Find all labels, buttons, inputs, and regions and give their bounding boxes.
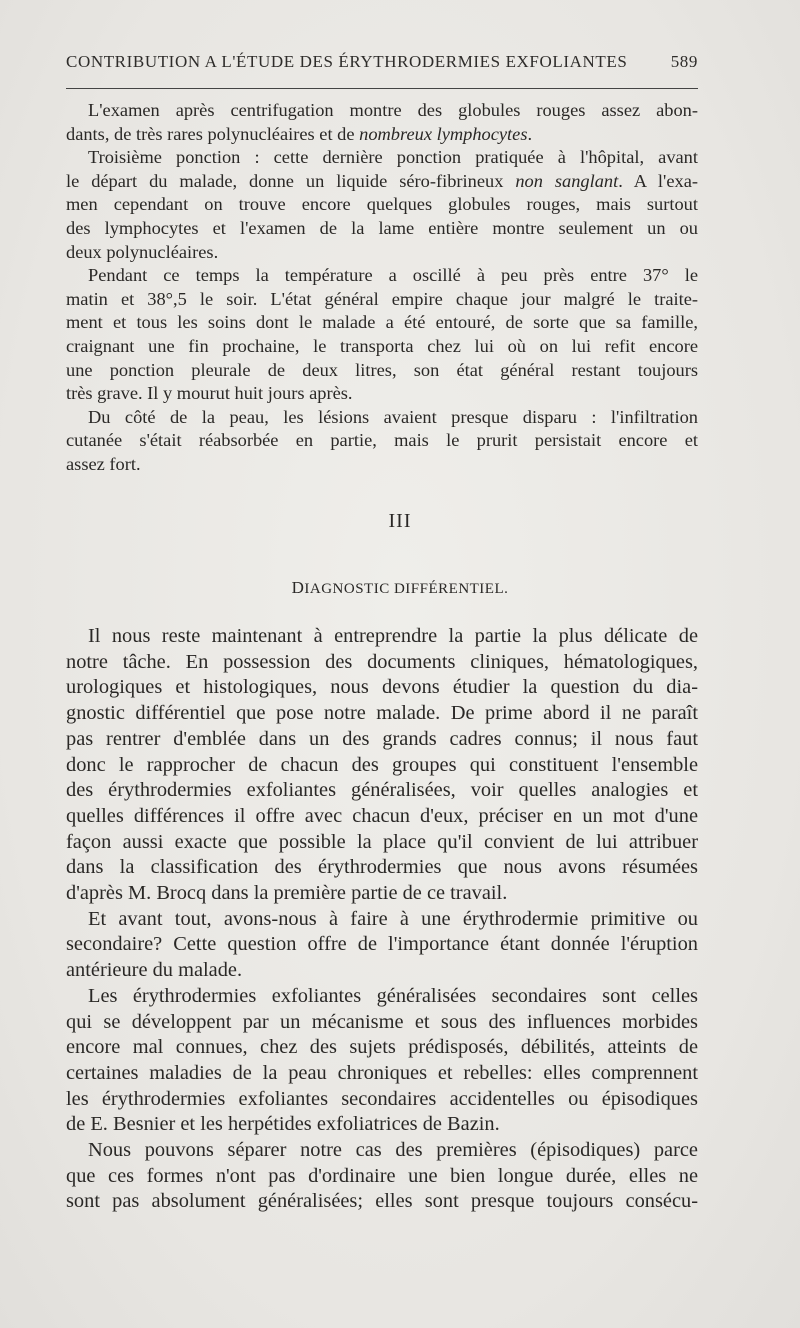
text-line: le départ du malade, donne un liquide séro-fibrineux non sanglant. A l'exa-: [66, 170, 698, 191]
text-line: craignant une fin prochaine, le transporta chez lui où on lui refit encore: [66, 335, 698, 356]
text-line: de E. Besnier et les herpétides exfoliatrices de Bazin.: [66, 1113, 500, 1136]
text-line: notre tâche. En possession des documents cliniques, hématologiques,: [66, 650, 698, 673]
text-line: donc le rapprocher de chacun des groupes qui constituent l'ensemble: [66, 753, 698, 776]
text-line: L'examen après centrifugation montre des globules rouges assez abon-: [88, 100, 698, 120]
section-title: DIAGNOSTIC DIFFÉRENTIEL.: [291, 578, 509, 597]
text-line: dants, de très rares polynucléaires et de nombreux lymphocytes.: [66, 123, 533, 144]
text-line: Du côté de la peau, les lésions avaient presque disparu : l'infiltration: [88, 406, 698, 427]
text-line: une ponction pleurale de deux litres, son état général restant toujours: [66, 359, 698, 380]
text-line: gnostic différentiel que pose notre malade. De prime abord il ne paraît: [66, 702, 698, 725]
text-line: pas rentrer d'emblée dans un des grands cadres connus; il nous faut: [66, 727, 698, 750]
text-line: des lymphocytes et l'examen de la lame entière montre seulement un ou: [66, 217, 698, 238]
text-line: cutanée s'était réabsorbée en partie, mais le prurit persistait encore et: [66, 430, 698, 451]
text-line: Troisième ponction : cette dernière ponction pratiquée à l'hôpital, avant: [88, 147, 698, 168]
header-rule: [66, 88, 698, 89]
text-line: matin et 38°,5 le soir. L'état général empire chaque jour malgré le traite-: [66, 288, 698, 309]
text-line: Il nous reste maintenant à entreprendre la partie la plus délicate de: [88, 625, 698, 647]
text-line: très grave. Il y mourut huit jours après.: [66, 383, 353, 404]
text-line: façon aussi exacte que possible la place qu'il convient de lui attribuer: [66, 830, 698, 853]
text-line: deux polynucléaires.: [66, 241, 219, 262]
text-line: men cependant on trouve encore quelques globules rouges, mais surtout: [66, 194, 698, 215]
text-line: Les érythrodermies exfoliantes généralisées secondaires sont celles: [88, 984, 698, 1007]
text-line: Et avant tout, avons-nous à faire à une érythrodermie primitive ou: [88, 907, 698, 930]
text-line: qui se développent par un mécanisme et sous des influences morbides: [66, 1010, 698, 1033]
page-number: 589: [670, 52, 698, 71]
text-line: dans la classification des érythrodermies que nous avons résumées: [66, 856, 698, 879]
text-line: que ces formes n'ont pas d'ordinaire une bien longue durée, elles ne: [66, 1164, 698, 1187]
running-title: CONTRIBUTION A L'ÉTUDE DES ÉRYTHRODERMIES EXFOLIANTES: [66, 52, 628, 71]
text-line: ment et tous les soins dont le malade a été entouré, de sorte que sa famille,: [66, 312, 698, 333]
top-text-block: [66, 99, 698, 477]
running-header: [66, 52, 698, 72]
italic-phrase: non sanglant: [515, 170, 619, 191]
text-line: Nous pouvons séparer notre cas des premières (épisodiques) parce: [88, 1139, 698, 1162]
section-number: III: [388, 510, 412, 532]
text-line: les érythrodermies exfoliantes secondaires accidentelles ou épisodiques: [66, 1087, 698, 1110]
text-line: assez fort.: [66, 453, 141, 474]
text-line: quelles différences il offre avec chacun d'eux, préciser en un mot d'une: [66, 804, 698, 827]
bottom-text-block: [66, 624, 698, 1215]
text-line: encore mal connues, chez des sujets prédisposés, débilités, atteints de: [66, 1036, 698, 1059]
text-line: antérieure du malade.: [66, 959, 243, 982]
text-line: urologiques et histologiques, nous devons étudier la question du dia-: [66, 676, 698, 699]
italic-phrase: nombreux lymphocytes: [359, 123, 528, 144]
text-line: secondaire? Cette question offre de l'importance étant donnée l'éruption: [66, 933, 698, 956]
text-line: d'après M. Brocq dans la première partie de ce travail.: [66, 882, 508, 905]
text-line: des érythrodermies exfoliantes généralisées, voir quelles analogies et: [66, 779, 698, 802]
text-line: Pendant ce temps la température a oscillé à peu près entre 37° le: [88, 265, 698, 286]
text-line: certaines maladies de la peau chroniques et rebelles: elles comprennent: [66, 1061, 698, 1084]
text-line: sont pas absolument généralisées; elles sont presque toujours consécu-: [66, 1190, 698, 1213]
